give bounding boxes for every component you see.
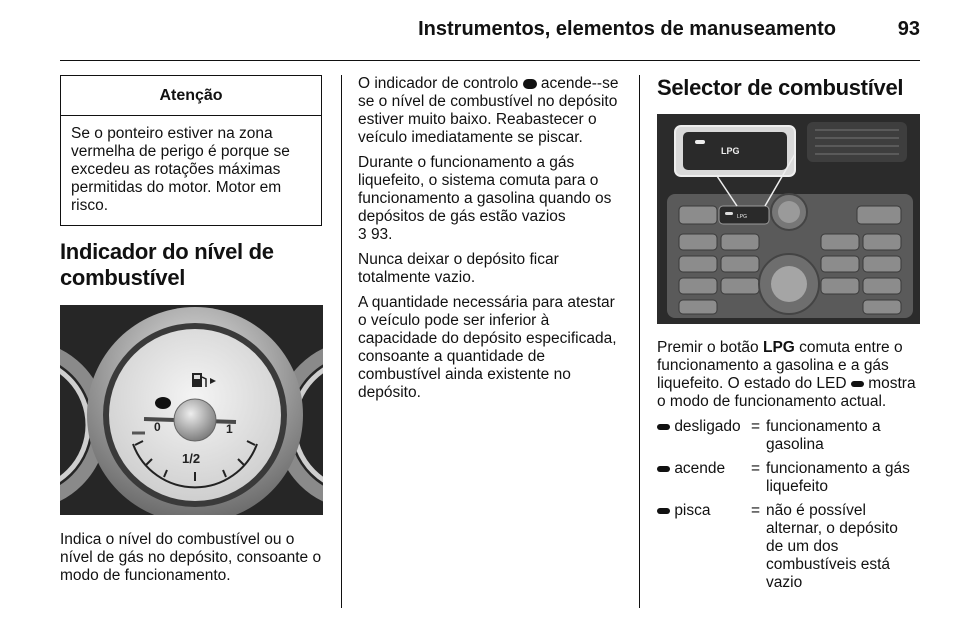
column-1 [60, 75, 323, 592]
equals-sign: = [751, 502, 761, 519]
page-header [60, 0, 920, 56]
paragraph-text: mostra o modo de funcionamento actual. [657, 375, 916, 410]
gauge-label-empty: 0 [154, 420, 161, 434]
column-divider [341, 75, 342, 608]
fuel-gauge-description: Indica o nível do combustível ou o nível de gás no depósito, consoante o modo de funcionamento. [60, 531, 322, 584]
warning-box [60, 75, 322, 226]
warning-text: Se o ponteiro estiver na zona vermelha de perigo é porque se excedeu as rotações máximas permitidas do motor. Motor em risco. [71, 125, 290, 214]
led-state-row [657, 502, 920, 592]
refuel-quantity-paragraph: A quantidade necessária para atestar o veículo pode ser inferior à capacidade do depósito especificada, consoante a quantidade de combustível ainda existente no depósito. [358, 294, 617, 401]
page-reference[interactable]: 93. [370, 226, 393, 243]
gauge-label-full: 1 [226, 422, 233, 436]
lpg-button-label: LPG [721, 146, 740, 156]
column-2 [358, 75, 624, 409]
equals-sign: = [751, 460, 761, 477]
led-state-meaning: funcionamento a gasolina [766, 418, 881, 453]
fuel-gauge-heading: Indicador do nível de combustível [60, 239, 274, 290]
low-fuel-indicator-icon [523, 79, 537, 89]
column-3 [657, 75, 920, 598]
equals-sign: = [751, 418, 761, 435]
led-icon [657, 424, 670, 430]
led-state-meaning: funcionamento a gás liquefeito [766, 460, 910, 495]
gauge-label-half: 1/2 [182, 451, 201, 466]
column-divider [639, 75, 640, 608]
led-icon [657, 466, 670, 472]
warning-title: Atenção [61, 76, 321, 116]
fuel-selector-intro [657, 339, 920, 411]
led-state-name: acende [674, 460, 726, 477]
led-icon [851, 381, 864, 387]
paragraph-text: acende--se se o nível de combustível no depósito estiver muito baixo. Reabastecer o veículo imediatamente se piscar. [358, 75, 619, 146]
lpg-switch-paragraph [358, 154, 624, 244]
led-state-table [657, 418, 920, 592]
paragraph-text: Durante o funcionamento a gás liquefeito, o sistema comuta para o funcionamento a gasolina quando os depósitos de gás estão vazios [358, 154, 612, 225]
control-indicator-paragraph [358, 75, 624, 147]
paragraph-text: Premir o botão [657, 339, 759, 356]
page-reference-icon: 3 [358, 226, 367, 243]
page-number: 93 [897, 18, 920, 40]
led-icon [657, 508, 670, 514]
led-state-name: pisca [674, 502, 711, 519]
led-state-name: desligado [674, 418, 741, 435]
fuel-gauge-drawing [60, 305, 323, 515]
header-rule [60, 60, 920, 61]
empty-tank-paragraph: Nunca deixar o depósito ficar totalmente vazio. [358, 251, 559, 286]
svg-text:LPG: LPG [737, 214, 748, 220]
fuel-gauge-illustration [60, 305, 323, 515]
page-title: Instrumentos, elementos de manuseamento [418, 18, 836, 40]
led-state-meaning: não é possível alternar, o depósito de um dos combustíveis está vazio [766, 502, 898, 591]
center-console-drawing [657, 114, 920, 324]
lpg-button-name: LPG [762, 339, 795, 356]
fuel-selector-heading: Selector de combustível [657, 75, 904, 100]
fuel-selector-illustration [657, 114, 920, 324]
paragraph-text: comuta entre o funcionamento a gasolina e a gás liquefeito. O estado do LED [657, 339, 903, 392]
paragraph-text: O indicador de controlo [358, 75, 519, 92]
led-state-row [657, 460, 920, 496]
led-state-row [657, 418, 920, 454]
